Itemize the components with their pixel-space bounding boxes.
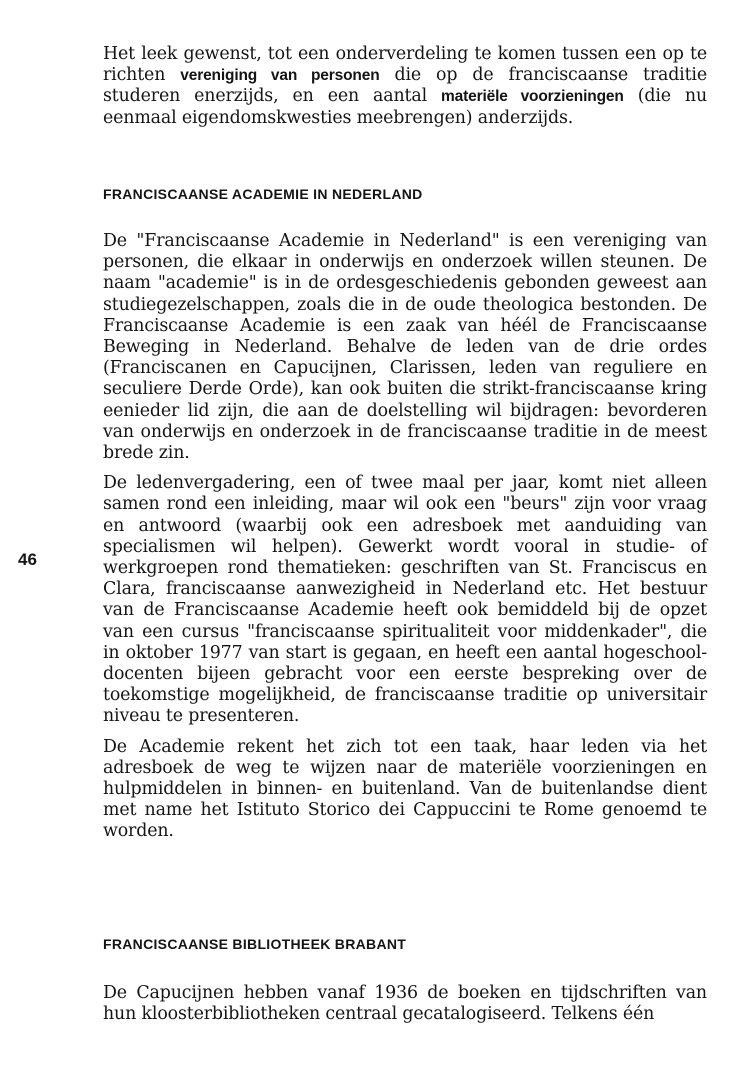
- intro-text: [103, 44, 707, 129]
- section-heading-academie: FRANCISCAANSE ACADEMIE IN NEDERLAND: [103, 186, 423, 202]
- intro-text-1: Het leek gewenst, tot een onderverdeling te komen tussen een op te richten: [103, 44, 707, 86]
- intro-bold-1: vereniging van personen: [180, 67, 380, 85]
- intro-bold-2: materiële voorzieningen: [441, 88, 624, 106]
- academie-paragraph-3: De Academie rekent het zich tot een taak, haar leden via het adresboek de weg te wijzen naar de materiële voorzieningen en hulpmiddelen in binnen- en buitenland. Van de buitenlandse dient met name het Istituto Storico dei Cappuccini te Rome genoemd te worden.: [103, 736, 707, 842]
- intro-paragraph: [103, 44, 707, 138]
- intro-text-3: (die nu eenmaal eigendomskwesties meebrengen) anderzijds.: [103, 86, 708, 128]
- section-heading-bibliotheek: FRANCISCAANSE BIBLIOTHEEK BRABANT: [103, 936, 407, 952]
- intro-text-2: die op de franciscaanse traditie studeren enerzijds, en een aantal: [103, 65, 707, 107]
- section-bibliotheek-body: [103, 983, 707, 1034]
- bibliotheek-paragraph-1: De Capucijnen hebben vanaf 1936 de boeken en tijdschriften van hun kloosterbibliotheken centraal gecatalogiseerd. Telkens één: [103, 983, 707, 1025]
- page-number: 46: [18, 550, 37, 569]
- academie-paragraph-1: De "Franciscaanse Academie in Nederland" is een vereniging van personen, die elkaar in onderwijs en onderzoek willen steunen. De naam "academie" is in de ordesgeschiedenis gebonden geweest aan studiegezelschappen, zoals die in de oude theologica bestonden. De Franciscaanse Academie is een zaak van héél de Franciscaanse Beweging in Nederland. Behalve de leden van de drie ordes (Franciscanen en Capucijnen, Clarissen, leden van reguliere en seculiere Derde Orde), kan ook buiten die strikt-franciscaanse kring eenieder lid zijn, die aan de doelstelling wil bijdragen: bevorderen van onderwijs en onderzoek in de franciscaanse traditie in de meest brede zin.: [103, 231, 707, 464]
- section-academie-body: [103, 231, 707, 852]
- academie-paragraph-2: De ledenvergadering, een of twee maal per jaar, komt niet alleen samen rond een inleiding, maar wil ook een "beurs" zijn voor vraag en antwoord (waarbij ook een adresboek met aanduiding van specialismen wil helpen). Gewerkt wordt vooral in studie- of werkgroepen rond thematieken: geschriften van St. Franciscus en Clara, franciscaanse aanwezigheid in Nederland etc. Het bestuur van de Franciscaanse Academie heeft ook bemiddeld bij de opzet van een cursus "franciscaanse spiritualiteit voor middenkader", die in oktober 1977 van start is gegaan, en heeft een aantal hogeschool-docenten bijeen gebracht voor een eerste bespreking over de toekomstige mogelijkheid, de franciscaanse traditie op universitair niveau te presenteren.: [103, 473, 707, 727]
